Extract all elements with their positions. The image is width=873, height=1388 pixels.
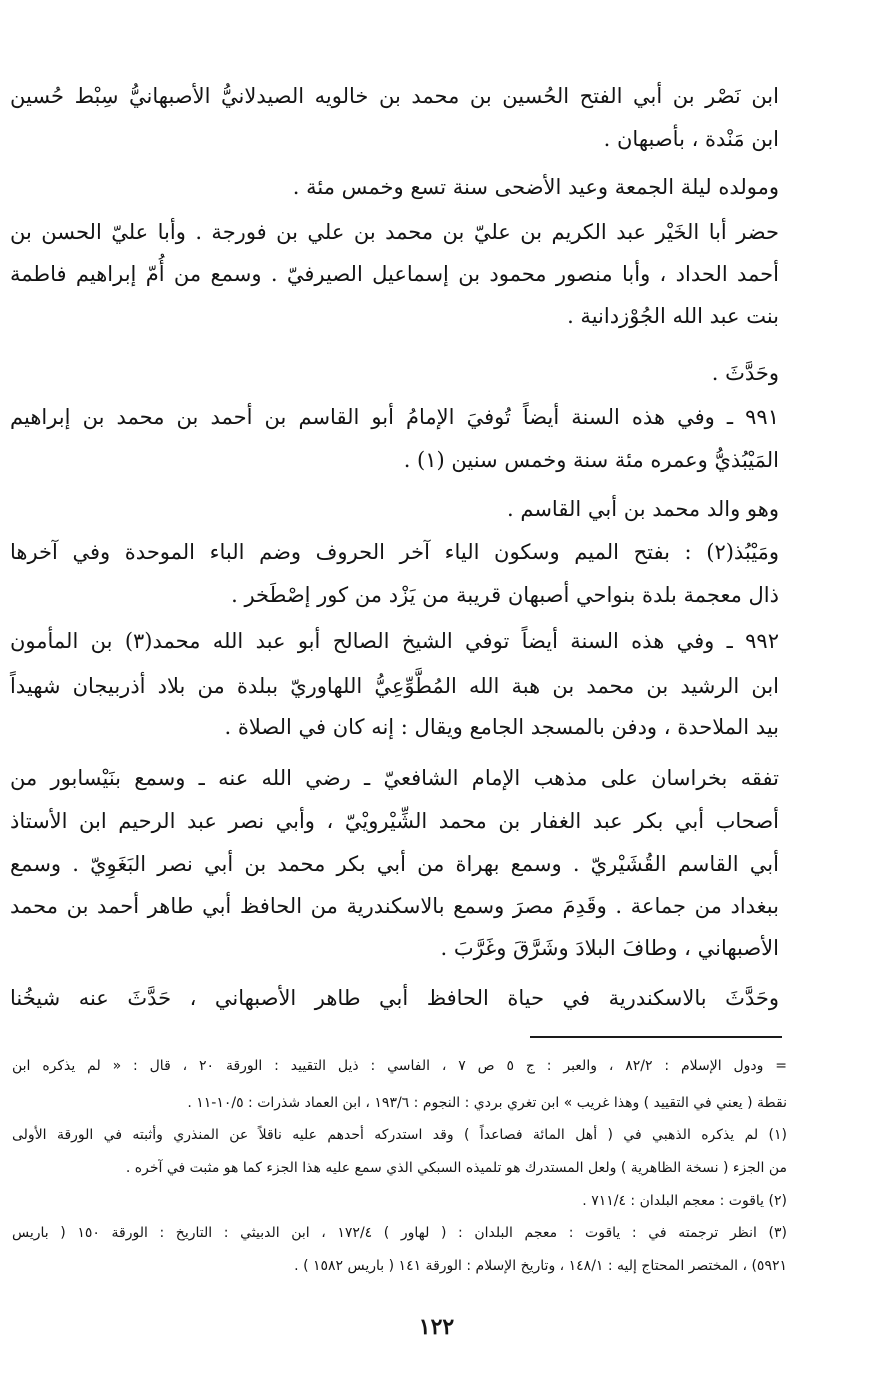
body-line: ببغداد من جماعة . وقَدِمَ مصرَ وسمع بالاسكندرية من الحافظ أبي طاهر أحمد بن محمد: [10, 894, 779, 918]
footnote-line: ٥٩٢١) ، المختصر المحتاج إليه : ١٤٨/١ ، وتاريخ الإسلام : الورقة ١٤١ ( باريس ١٥٨٢ ) .: [294, 1258, 787, 1274]
body-line: وهو والد محمد بن أبي القاسم .: [507, 497, 779, 521]
footnote-line: = ودول الإسلام : ٨٢/٢ ، والعبر : ج ٥ ص ٧ ، الفاسي : ذيل التقييد : الورقة ٢٠ ، قال : « لم يذكره ابن: [12, 1058, 788, 1074]
body-line: ابن مَنْدة ، بأصبهان .: [603, 127, 779, 151]
body-line: بيد الملاحدة ، ودفن بالمسجد الجامع ويقال : إنه كان في الصلاة .: [224, 715, 779, 739]
footnote-1: (١) لم يذكره الذهبي في ( أهل المائة فصاعداً ) وقد استدركه أحدهم عليه ناقلاً عن المنذري وأثبته في الورقة الأولى: [12, 1127, 787, 1143]
body-line: تفقه بخراسان على مذهب الإمام الشافعيّ ـ رضي الله عنه ـ وسمع بنَيْسابور من: [10, 766, 779, 790]
body-line: أبي القاسم القُشَيْريّ . وسمع بهراة من أبي بكر محمد بن أبي نصر البَغَوِيّ . وسمع: [10, 852, 779, 876]
body-line: بنت عبد الله الجُوْزدانية .: [567, 304, 779, 328]
body-line: ومَيْبُذ(٢) : بفتح الميم وسكون الياء آخر الحروف وضم الباء الموحدة وفي آخرها: [10, 540, 779, 564]
entry-991-heading: ٩٩١ ـ وفي هذه السنة أيضاً تُوفيَ الإمامُ أبو القاسم بن أحمد بن محمد بن إبراهيم: [10, 405, 779, 429]
footnote-line: من الجزء ( نسخة الظاهرية ) ولعل المستدرك هو تلميذه السبكي الذي سمع عليه هذا الجزء كما هو مثبت في آخره .: [125, 1160, 787, 1176]
footnote-3: (٣) انظر ترجمته في : ياقوت : معجم البلدان : ( لهاور ) ١٧٢/٤ ، ابن الدبيثي : التاريخ : الورقة ١٥٠ ( باريس: [12, 1225, 788, 1241]
page-number: ١٢٢: [418, 1314, 455, 1340]
body-line: الأصبهاني ، وطافَ البلادَ وشَرَّقَ وغَرَّبَ .: [440, 936, 779, 960]
footnote-line: نقطة ( يعني في التقييد ) وهذا غريب » ابن تغري بردي : النجوم : ١٩٣/٦ ، ابن العماد شذرات : ١٠/٥-١١ .: [187, 1095, 787, 1111]
body-line: ابن الرشيد بن محمد بن هبة الله المُطَّوِّعِيُّ اللهاوريّ ببلدة من بلاد أذربيجان شهيداً: [10, 674, 779, 698]
body-line: وحَدَّثَ بالاسكندرية في حياة الحافظ أبي طاهر الأصبهاني ، حَدَّثَ عنه شيخُنا: [10, 986, 779, 1010]
body-line: ومولده ليلة الجمعة وعيد الأضحى سنة تسع وخمس مئة .: [292, 175, 779, 199]
footnote-2: (٢) ياقوت : معجم البلدان : ٧١١/٤ .: [582, 1193, 787, 1209]
body-line: المَيْبُذيُّ وعمره مئة سنة وخمس سنين (١) .: [403, 448, 779, 472]
body-line: حضر أبا الخَيْر عبد الكريم بن عليّ بن محمد بن علي بن فورجة . وأبا عليّ الحسن بن: [10, 220, 779, 244]
footnote-separator: [530, 1036, 782, 1038]
body-line: ذال معجمة بلدة بنواحي أصبهان قريبة من يَزْد من كور إصْطَخر .: [231, 583, 779, 607]
body-line: وحَدَّثَ .: [711, 361, 779, 385]
entry-992-heading: ٩٩٢ ـ وفي هذه السنة أيضاً توفي الشيخ الصالح أبو عبد الله محمد(٣) بن المأمون: [10, 629, 779, 653]
body-line: ابن نَصْر بن أبي الفتح الحُسين بن محمد بن خالويه الصيدلانيُّ الأصبهانيُّ سِبْط حُسين: [10, 84, 779, 108]
body-line: أحمد الحداد ، وأبا منصور محمود بن إسماعيل الصيرفيّ . وسمع من أُمّ إبراهيم فاطمة: [10, 262, 779, 286]
body-line: أصحاب أبي بكر عبد الغفار بن محمد الشِّيْرويْيّ ، وأبي نصر عبد الرحيم ابن الأستاذ: [10, 809, 779, 833]
